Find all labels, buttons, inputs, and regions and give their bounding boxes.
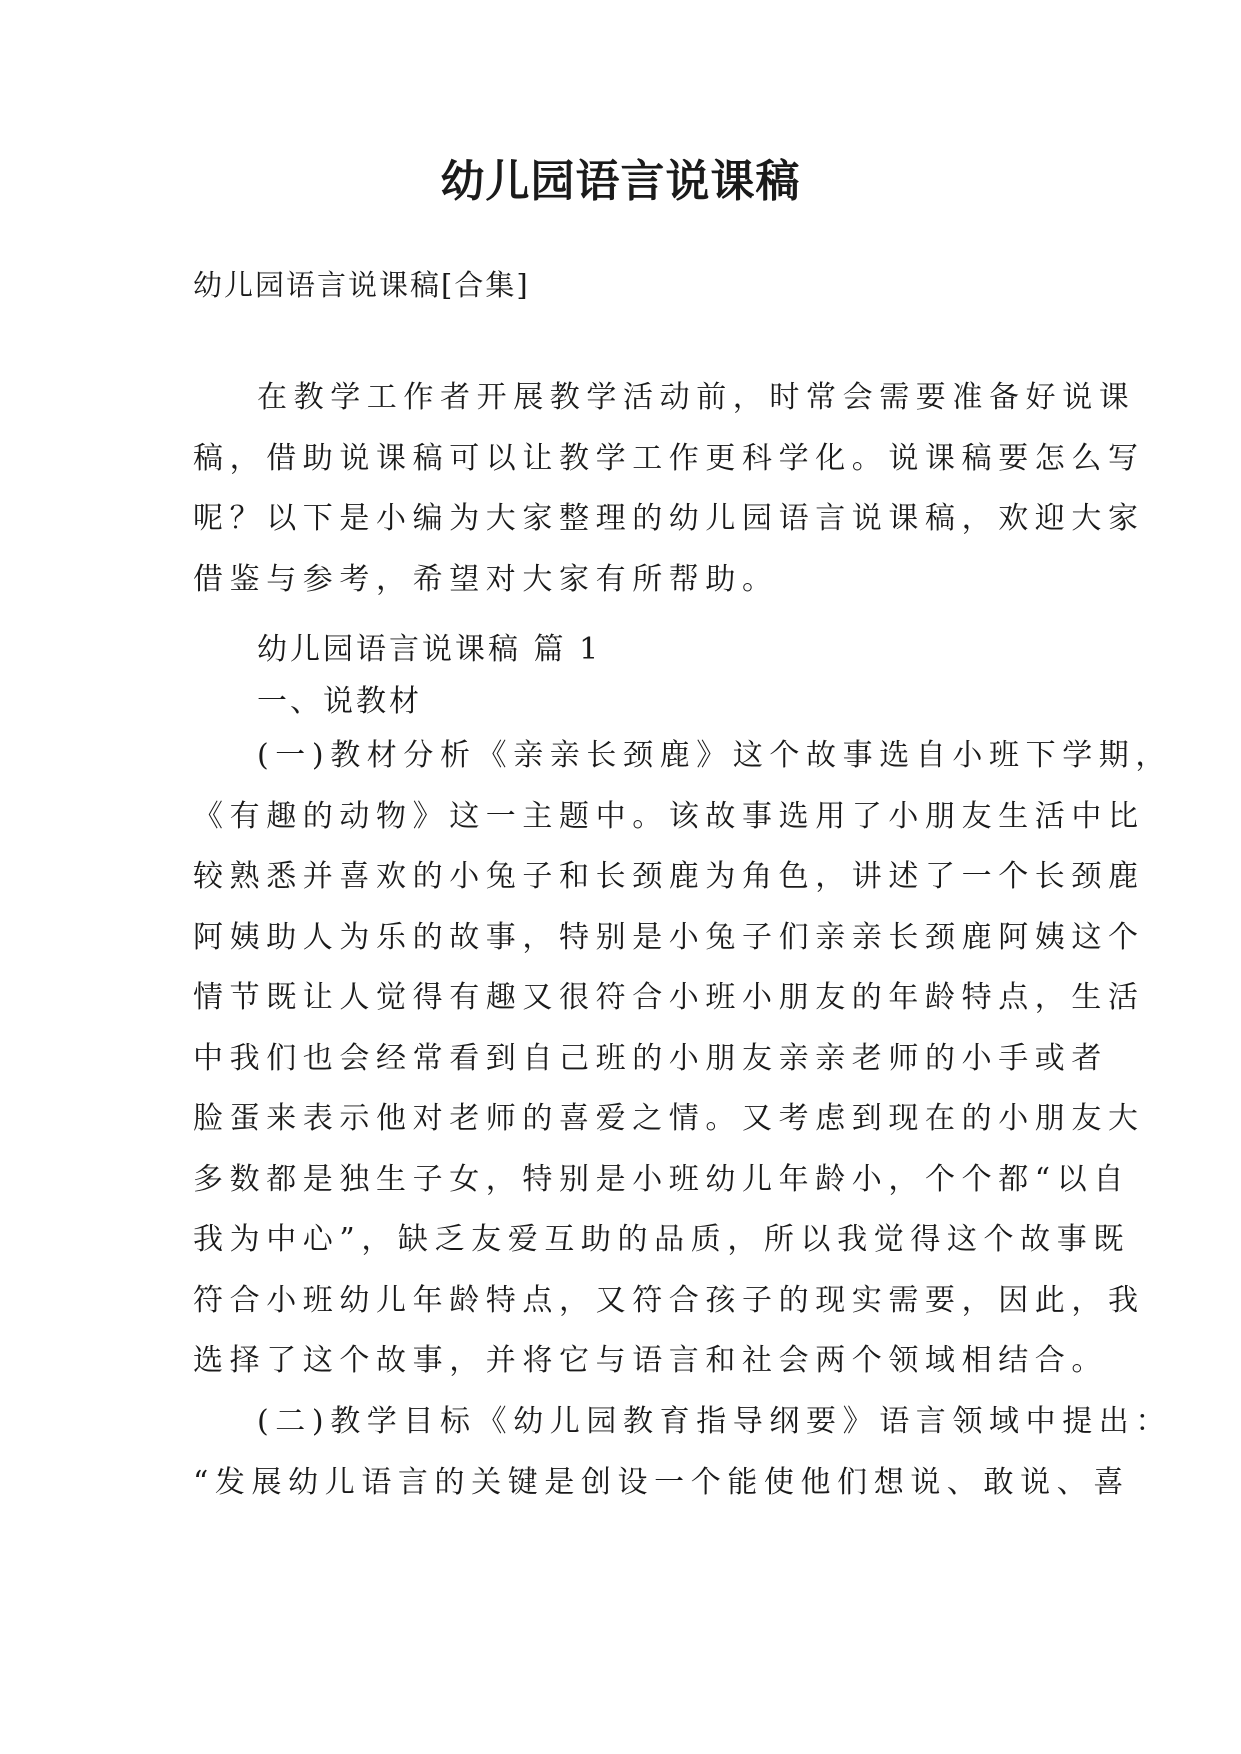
material-analysis-paragraph (193, 726, 1173, 1392)
paragraph-line: 选择了这个故事，并将它与语言和社会两个领域相结合。 (193, 1343, 1108, 1378)
paragraph-line: 符合小班幼儿年龄特点，又符合孩子的现实需要，因此，我 (193, 1282, 1145, 1318)
paragraph-line: 情节既让人觉得有趣又很符合小班小朋友的年龄特点，生活 (193, 980, 1145, 1015)
intro-line: 稿，借助说课稿可以让教学工作更科学化。说课稿要怎么写 (193, 440, 1145, 476)
teaching-goals-paragraph (193, 1392, 1173, 1513)
section-heading: 幼儿园语言说课稿 篇 1 (257, 632, 602, 667)
document-subtitle: 幼儿园语言说课稿[合集] (193, 268, 530, 302)
paragraph-line: 中我们也会经常看到自己班的小朋友亲亲老师的小手或者 (193, 1040, 1108, 1076)
intro-line: 借鉴与参考，希望对大家有所帮助。 (193, 561, 779, 597)
paragraph-line: 多数都是独生子女，特别是小班幼儿年龄小，个个都“以自 (193, 1161, 1130, 1197)
paragraph-line: (一)教材分析《亲亲长颈鹿》这个故事选自小班下学期， (257, 738, 1173, 773)
paragraph-line: 我为中心”，缺乏友爱互助的品质，所以我觉得这个故事既 (193, 1222, 1130, 1257)
intro-line: 呢？以下是小编为大家整理的幼儿园语言说课稿，欢迎大家 (193, 501, 1145, 536)
paragraph-line: “发展幼儿语言的关键是创设一个能使他们想说、敢说、喜 (193, 1464, 1130, 1500)
paragraph-line: (二)教学目标《幼儿园教育指导纲要》语言领域中提出： (257, 1404, 1173, 1439)
intro-line: 在教学工作者开展教学活动前，时常会需要准备好说课 (257, 380, 1136, 415)
paragraph-line: 《有趣的动物》这一主题中。该故事选用了小朋友生活中比 (193, 798, 1145, 834)
intro-paragraph (193, 368, 1145, 610)
paragraph-line: 较熟悉并喜欢的小兔子和长颈鹿为角色，讲述了一个长颈鹿 (193, 859, 1145, 894)
part-heading: 一、说教材 (257, 684, 422, 719)
document-title: 幼儿园语言说课稿 (440, 156, 801, 207)
paragraph-line: 脸蛋来表示他对老师的喜爱之情。又考虑到现在的小朋友大 (193, 1101, 1145, 1136)
paragraph-line: 阿姨助人为乐的故事，特别是小兔子们亲亲长颈鹿阿姨这个 (193, 919, 1145, 955)
